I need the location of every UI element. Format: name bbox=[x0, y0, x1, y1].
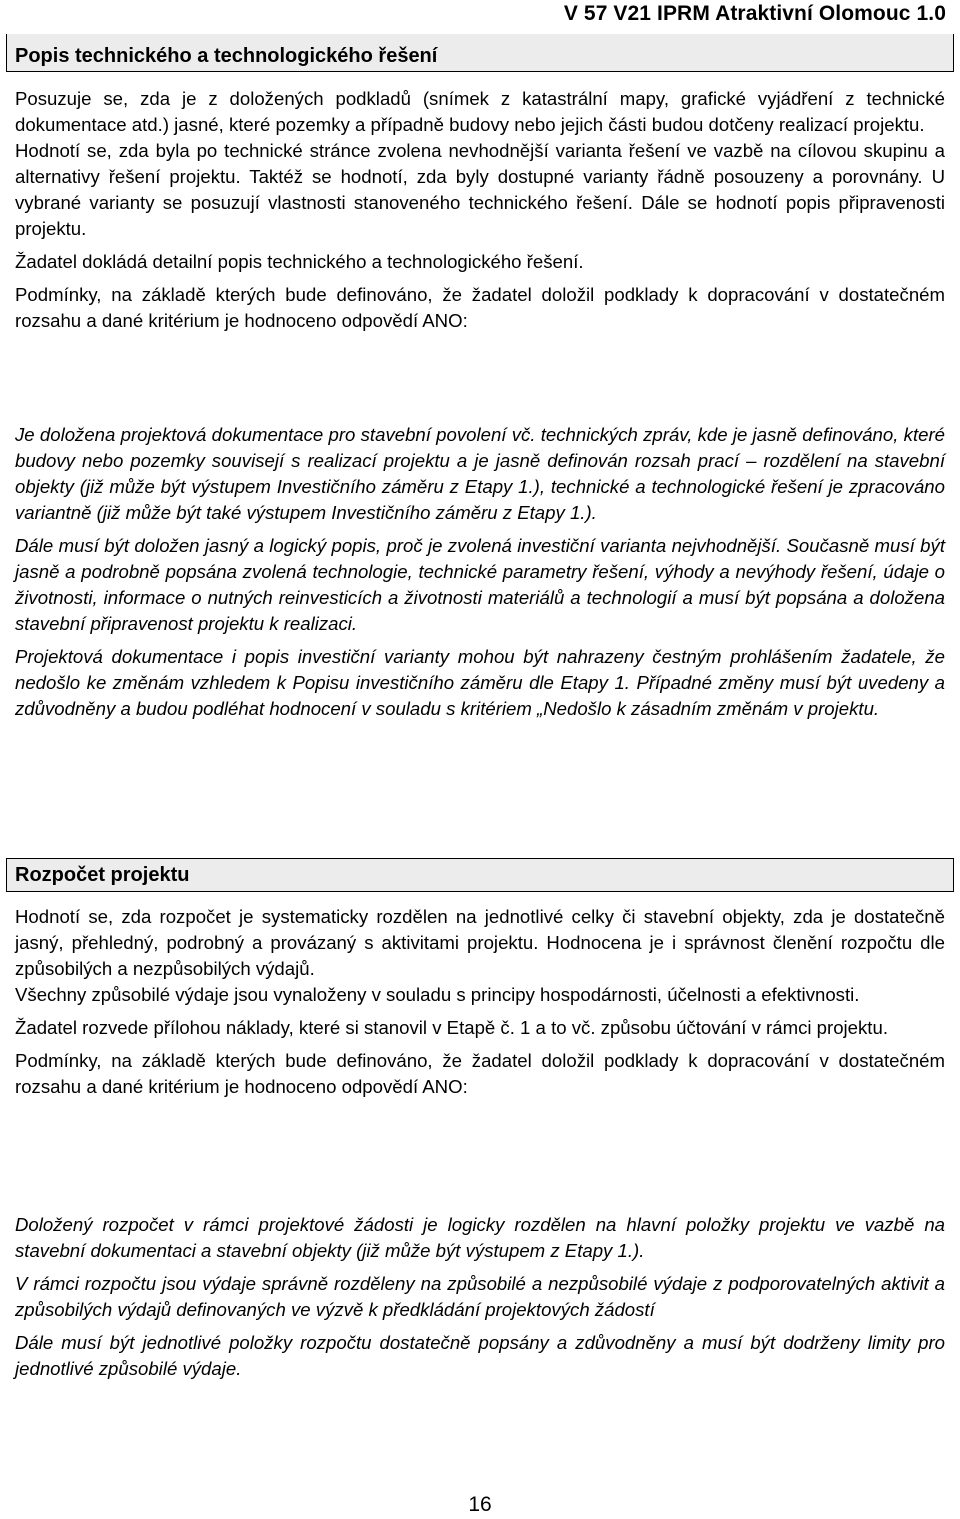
budget-conditions bbox=[15, 1212, 945, 1389]
condition-paragraph: Dále musí být jednotlivé položky rozpočtu dostatečně popsány a zdůvodněny a musí být dodrženy limity pro jednotlivé způsobilé výdaje. bbox=[15, 1332, 945, 1379]
paragraph: Všechny způsobilé výdaje jsou vynaloženy v souladu s principy hospodárnosti, účelnosti a efektivnosti. bbox=[15, 984, 860, 1005]
page-number: 16 bbox=[468, 1493, 492, 1516]
paragraph: Posuzuje se, zda je z doložených podkladů (snímek z katastrální mapy, grafické vyjádření z technické dokumentace atd.) jasné, které pozemky a případně budovy nebo jejich části budou dotčeny realizací projektu. bbox=[15, 88, 945, 135]
condition-paragraph: Je doložena projektová dokumentace pro stavební povolení vč. technických zpráv, kde je jasně definováno, které budovy nebo pozemky souvisejí s realizací projektu a je jasně definován rozsah prací – rozdělení na stavební objekty (již může být výstupem Investičního záměru z Etapy 1.), technické a technologické řešení je zpracováno variantně (již může být také výstupem Investičního záměru z Etapy 1.). bbox=[15, 424, 945, 523]
technical-intro bbox=[15, 86, 945, 341]
paragraph: Podmínky, na základě kterých bude definováno, že žadatel doložil podklady k dopracování v dostatečném rozsahu a dané kritérium je hodnoceno odpovědí ANO: bbox=[15, 1050, 945, 1097]
condition-paragraph: Projektová dokumentace i popis investiční varianty mohou být nahrazeny čestným prohlášením žadatele, že nedošlo ke změnám vzhledem k Popisu investičního záměru dle Etapy 1. Případné změny musí být uvedeny a zdůvodněny a budou podléhat hodnocení v souladu s kritériem „Nedošlo k zásadním změnám v projektu. bbox=[15, 646, 945, 719]
paragraph: Hodnotí se, zda rozpočet je systematicky rozdělen na jednotlivé celky či stavební objekty, zda je dostatečně jasný, přehledný, podrobný a provázaný s aktivitami projektu. Hodnocena je i správnost členění rozpočtu dle způsobilých a nezpůsobilých výdajů. bbox=[15, 906, 945, 979]
condition-paragraph: Doložený rozpočet v rámci projektové žádosti je logicky rozdělen na hlavní položky projektu ve vazbě na stavební dokumentaci a stavební objekty (již může být výstupem z Etapy 1.). bbox=[15, 1214, 945, 1261]
section-heading-budget: Rozpočet projektu bbox=[6, 858, 954, 892]
condition-paragraph: V rámci rozpočtu jsou výdaje správně rozděleny na způsobilé a nezpůsobilé výdaje z podporovatelných aktivit a způsobilých výdajů definovaných ve výzvě k předkládání projektových žádostí bbox=[15, 1273, 945, 1320]
paragraph: Žadatel rozvede přílohou náklady, které si stanovil v Etapě č. 1 a to vč. způsobu účtování v rámci projektu. bbox=[15, 1017, 888, 1038]
paragraph: Podmínky, na základě kterých bude definováno, že žadatel doložil podklady k dopracování v dostatečném rozsahu a dané kritérium je hodnoceno odpovědí ANO: bbox=[15, 284, 945, 331]
paragraph: Žadatel dokládá detailní popis technického a technologického řešení. bbox=[15, 251, 584, 272]
section-heading-technical: Popis technického a technologického řešení bbox=[6, 34, 954, 72]
paragraph: Hodnotí se, zda byla po technické stránce zvolena nevhodnější varianta řešení ve vazbě na cílovou skupinu a alternativy řešení projektu. Taktéž se hodnotí, zda byly dostupné varianty řádně posouzeny a porovnány. U vybrané varianty se posuzují vlastnosti stanoveného technického řešení. Dále se hodnotí popis připravenosti projektu. bbox=[15, 140, 945, 239]
budget-intro bbox=[15, 904, 945, 1107]
condition-paragraph: Dále musí být doložen jasný a logický popis, proč je zvolená investiční varianta nejvhodnější. Současně musí být jasně a podrobně popsána zvolená technologie, technické parametry řešení, výhody a nevýhody řešení, údaje o životnosti, informace o nutných reinvesticích a životnosti materiálů a technologií a musí být popsána a doložena stavební připravenost projektu k realizaci. bbox=[15, 535, 945, 634]
technical-conditions bbox=[15, 422, 945, 729]
document-code-header: V 57 V21 IPRM Atraktivní Olomouc 1.0 bbox=[563, 2, 946, 25]
